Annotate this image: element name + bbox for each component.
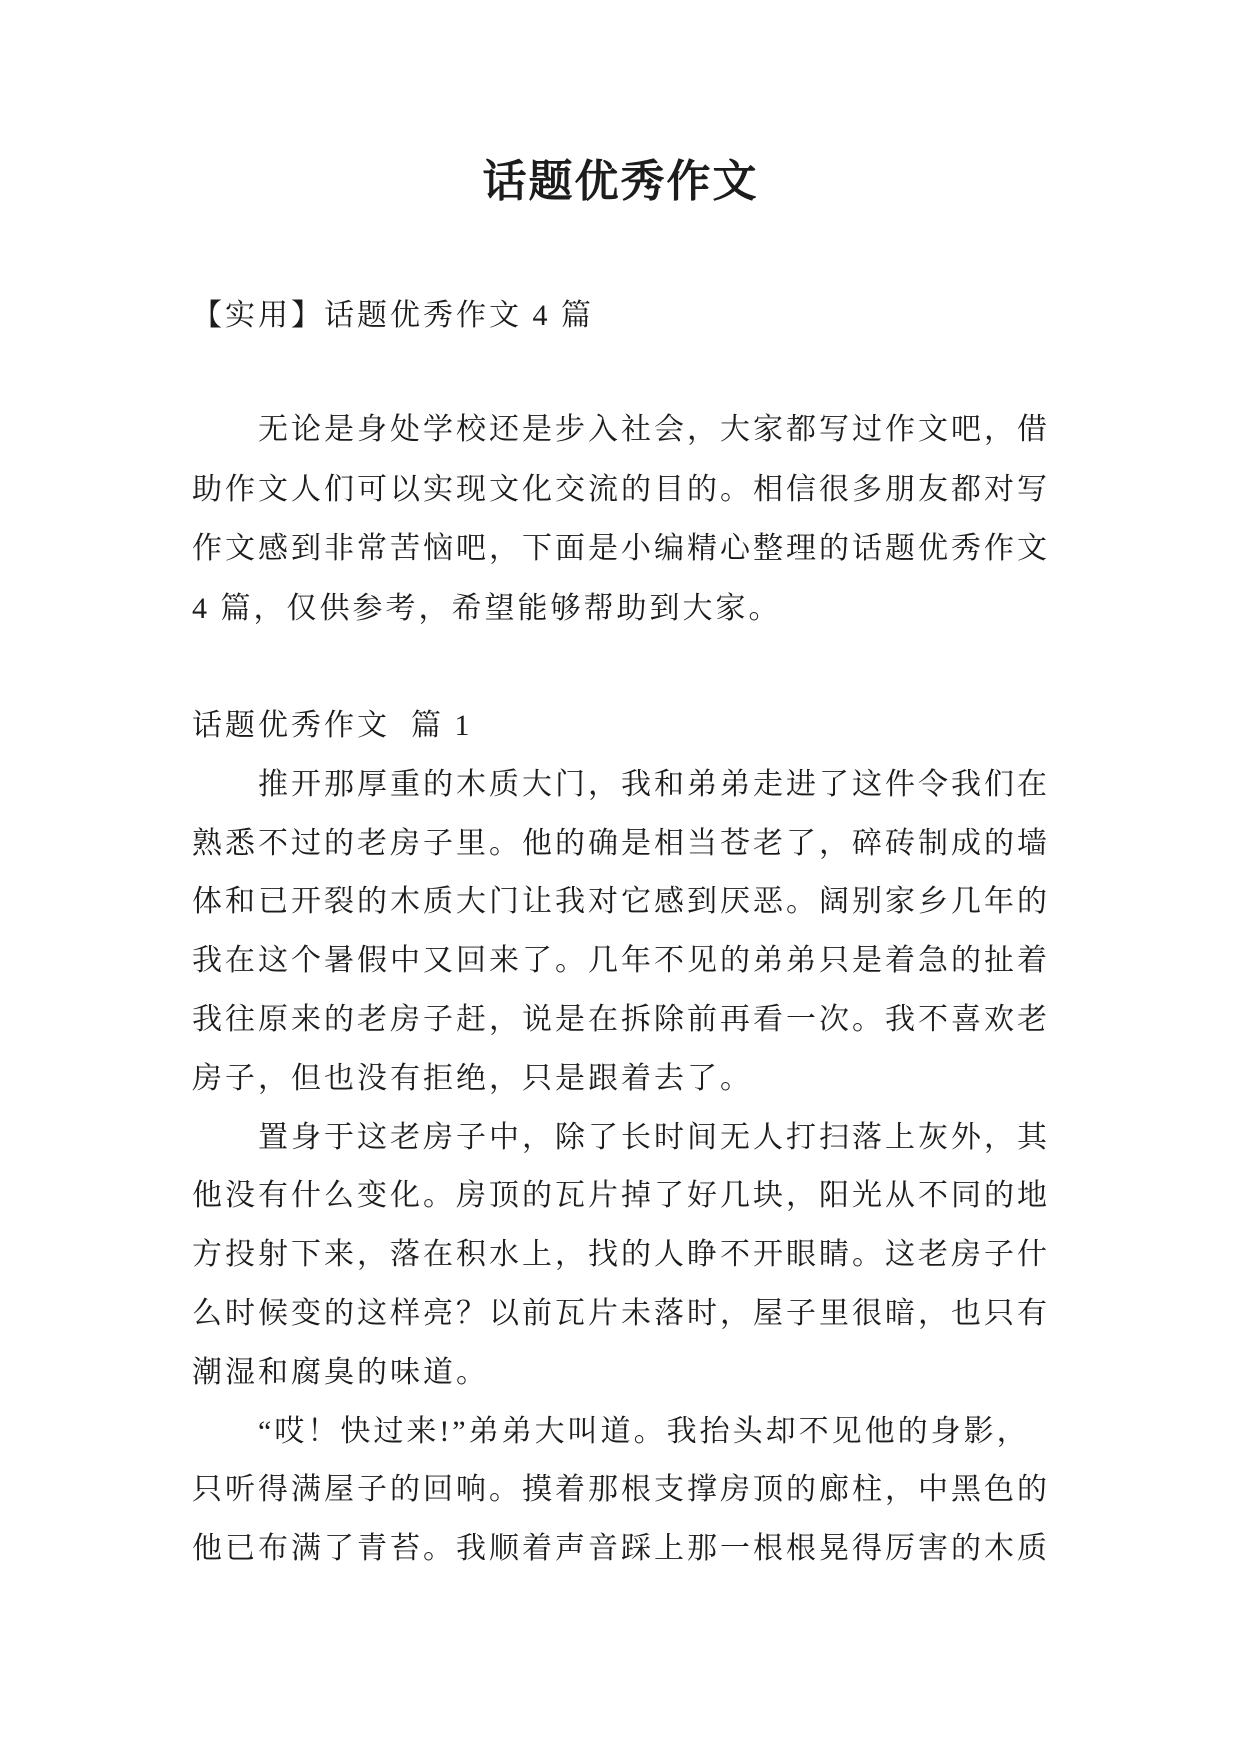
intro-paragraph — [192, 400, 1072, 638]
intro-line: 助作文人们可以实现文化交流的目的。相信很多朋友都对写 — [192, 472, 1050, 506]
document-subtitle: 【实用】话题优秀作文 4 篇 — [192, 299, 594, 332]
paragraph-line: 房子，但也没有拒绝，只是跟着去了。 — [192, 1061, 753, 1095]
paragraph-line: 熟悉不过的老房子里。他的确是相当苍老了，碎砖制成的墙 — [192, 826, 1050, 860]
paragraph-line: 只听得满屋子的回响。摸着那根支撑房顶的廊柱，中黑色的 — [192, 1473, 1050, 1507]
paragraph-line: 推开那厚重的木质大门，我和弟弟走进了这件令我们在 — [258, 767, 1050, 801]
paragraph-line: 我在这个暑假中又回来了。几年不见的弟弟只是着急的扯着 — [192, 944, 1050, 978]
body-paragraph — [192, 1109, 1072, 1403]
intro-line: 作文感到非常苦恼吧，下面是小编精心整理的话题优秀作文 — [192, 532, 1050, 565]
paragraph-line: 么时候变的这样亮？以前瓦片未落时，屋子里很暗，也只有 — [192, 1296, 1050, 1330]
paragraph-line: 方投射下来，落在积水上，找的人睁不开眼睛。这老房子什 — [192, 1238, 1050, 1272]
body-paragraph — [192, 756, 1072, 1109]
paragraph-line: 潮湿和腐臭的味道。 — [192, 1355, 489, 1389]
section-heading: 话题优秀作文 篇 1 — [192, 709, 473, 742]
document-title: 话题优秀作文 — [482, 157, 759, 206]
paragraph-line: 我往原来的老房子赶，说是在拆除前再看一次。我不喜欢老 — [192, 1002, 1050, 1036]
essay-section — [192, 697, 1072, 1579]
paragraph-line: 体和已开裂的木质大门让我对它感到厌恶。阔别家乡几年的 — [192, 885, 1050, 919]
paragraph-line: “哎！快过来!”弟弟大叫道。我抬头却不见他的身影， — [258, 1414, 1030, 1448]
body-paragraph — [192, 1403, 1072, 1579]
paragraph-line: 置身于这老房子中，除了长时间无人打扫落上灰外，其 — [258, 1120, 1050, 1154]
intro-line: 4 篇，仅供参考，希望能够帮助到大家。 — [192, 591, 782, 625]
paragraph-line: 他没有什么变化。房顶的瓦片掉了好几块，阳光从不同的地 — [192, 1179, 1050, 1213]
paragraph-line: 他已布满了青苔。我顺着声音踩上那一根根晃得厉害的木质 — [192, 1532, 1050, 1566]
intro-line: 无论是身处学校还是步入社会，大家都写过作文吧，借 — [258, 413, 1050, 446]
